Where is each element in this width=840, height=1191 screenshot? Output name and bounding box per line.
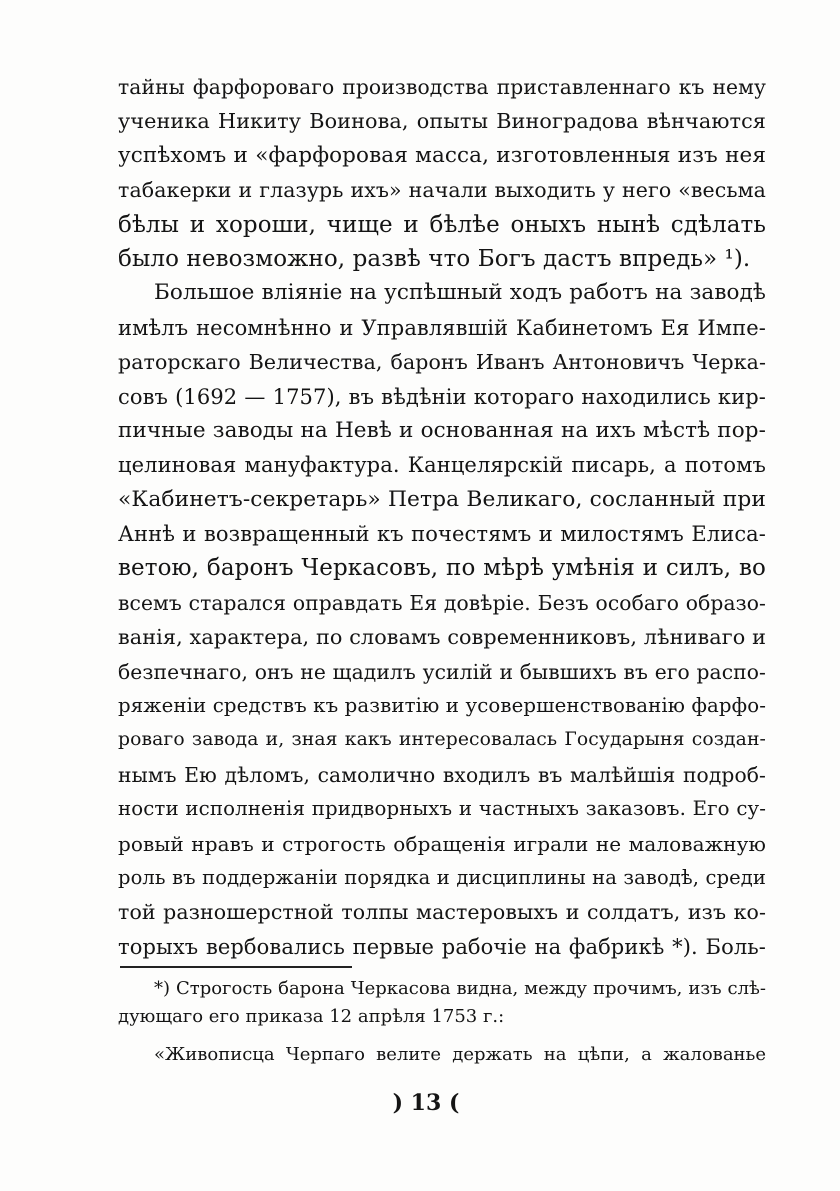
text-line: всемъ старался оправдать Ея довѣріе. Безъ особаго образо- <box>118 590 766 615</box>
text-line: той разношерстной толпы мастеровыхъ и солдатъ, изъ ко- <box>118 900 766 925</box>
text-line: целиновая мануфактура. Канцелярскій писарь, а потомъ <box>118 453 766 478</box>
text-line: роль въ поддержаніи порядка и дисциплины на заводѣ, среди <box>118 865 766 889</box>
text-line: ности исполненія придворныхъ и частныхъ заказовъ. Его су- <box>118 797 766 821</box>
text-line: безпечнаго, онъ не щадилъ усилій и бывшихъ въ его распо- <box>118 659 766 684</box>
text-line: имѣлъ несомнѣнно и Управлявшій Кабинетомъ Ея Импе- <box>118 315 766 340</box>
text-line: нымъ Ею дѣломъ, самолично входилъ въ малѣйшія подроб- <box>118 762 766 787</box>
footnotes <box>118 975 766 1069</box>
footnote-line: дующаго его приказа 12 апрѣля 1753 г.: <box>118 1006 505 1027</box>
text-line: ряженіи средствъ къ развитію и усовершенствованію фарфо- <box>118 694 766 718</box>
text-line: ванія, характера, по словамъ современниковъ, лѣниваго и <box>118 625 766 650</box>
text-line: табакерки и глазурь ихъ» начали выходить у него «весьма <box>118 178 766 203</box>
text-line: Аннѣ и возвращенный къ почестямъ и милостямъ Елиса- <box>118 522 766 547</box>
text-line: тайны фарфороваго производства приставленнаго къ нему <box>118 75 766 99</box>
text-line: ученика Никиту Воинова, опыты Виноградова вѣнчаются <box>118 109 766 134</box>
text-line: торыхъ вербовались первые рабочіе на фабрикѣ *). Боль- <box>118 934 766 959</box>
text-line: ровый нравъ и строгость обращенія играли не маловажную <box>118 831 766 856</box>
text-line: ветою, баронъ Черкасовъ, по мѣрѣ умѣнія и силъ, во <box>118 555 766 582</box>
footnote-line: *) Строгость барона Черкасова видна, между прочимъ, изъ слѣ- <box>154 978 766 999</box>
page-number: ) 13 ( <box>392 1090 460 1116</box>
text-line: было невозможно, развѣ что Богъ дастъ впредь» ¹). <box>118 245 751 272</box>
footnote-separator <box>120 966 352 968</box>
text-line: пичные заводы на Невѣ и основанная на ихъ мѣстѣ пор- <box>118 417 766 443</box>
text-line: раторскаго Величества, баронъ Иванъ Антоновичъ Черка- <box>118 350 766 375</box>
text-line: «Кабинетъ-секретарь» Петра Великаго, сосланный при <box>118 486 766 512</box>
text-line: успѣхомъ и «фарфоровая масса, изготовленныя изъ нея <box>118 142 766 168</box>
text-line: бѣлы и хороши, чище и бѣлѣе оныхъ нынѣ сдѣлать <box>118 211 766 238</box>
text-line: роваго завода и, зная какъ интересовалась Государыня создан- <box>118 729 766 751</box>
paragraph-start-line: Большое вліяніе на успѣшный ходъ работъ на заводѣ <box>154 280 766 306</box>
main-text <box>118 70 766 964</box>
footnote-line: «Живописца Черпаго велите держать на цѣпи, а жалованье <box>154 1044 766 1065</box>
text-line: совъ (1692 — 1757), въ вѣдѣніи котораго находились кир- <box>118 384 766 409</box>
